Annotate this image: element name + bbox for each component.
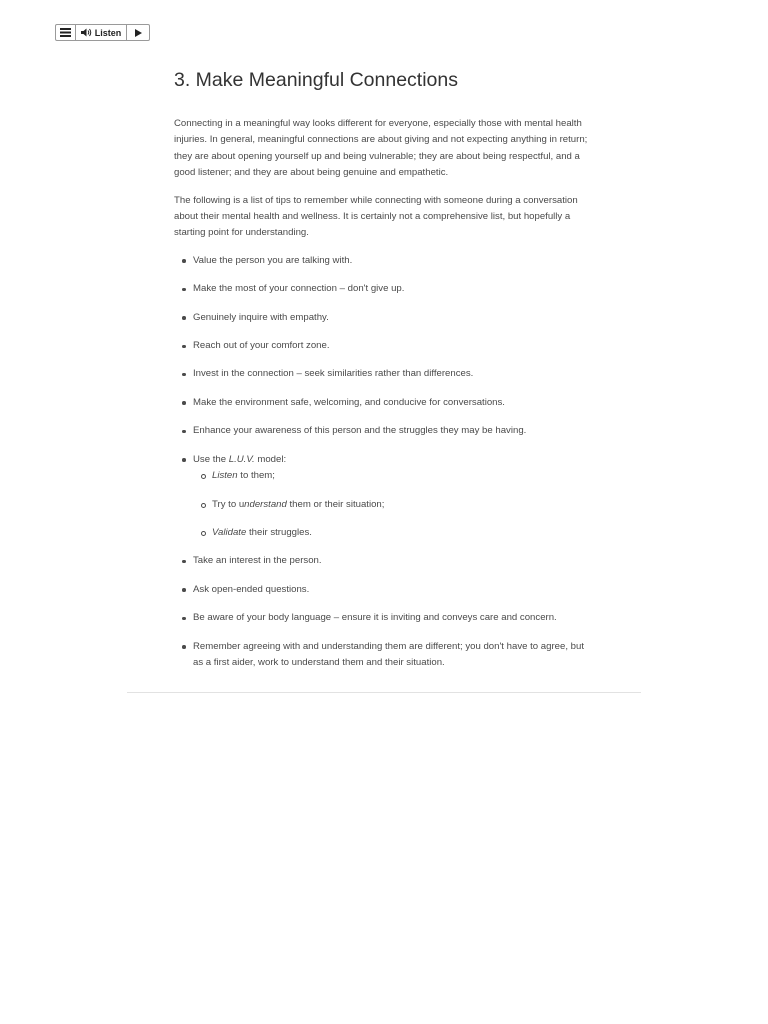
luv-sublist [193, 468, 594, 541]
list-item: Enhance your awareness of this person and the struggles they may be having. [174, 423, 594, 439]
list-item: Remember agreeing with and understanding them are different; you don't have to agree, but as a first aider, work to understand them and their situation. [174, 639, 594, 672]
menu-button[interactable] [56, 25, 76, 40]
play-button[interactable] [127, 25, 149, 40]
article-content [174, 62, 594, 683]
play-icon [135, 29, 142, 37]
list-item: Ask open-ended questions. [174, 582, 594, 598]
luv-listen-item [193, 468, 594, 484]
luv-item-emphasis: nderstand [244, 498, 287, 510]
luv-item-emphasis: Listen [212, 470, 238, 482]
luv-understand-item [193, 497, 594, 513]
tips-intro-paragraph: The following is a list of tips to remember while connecting with someone during a conversation about their mental health and wellness. It is certainly not a comprehensive list, but hopefully a starting point for understanding. [174, 194, 578, 239]
listen-button[interactable] [76, 25, 127, 40]
luv-list-item [174, 452, 594, 542]
tips-list [174, 253, 594, 672]
hamburger-icon [60, 28, 71, 37]
list-item: Be aware of your body language – ensure it is inviting and conveys care and concern. [174, 610, 594, 626]
luv-item-text: Try to u [212, 498, 245, 510]
speaker-icon [81, 28, 92, 37]
luv-model-name: L.U.V. [228, 453, 255, 465]
listen-toolbar [55, 24, 150, 41]
luv-suffix: model: [254, 453, 287, 465]
luv-item-text: to them; [237, 470, 275, 482]
list-item: Make the most of your connection – don't give up. [174, 281, 594, 297]
listen-label: Listen [94, 27, 122, 38]
luv-item-emphasis: Validate [212, 526, 247, 538]
luv-validate-item [193, 525, 594, 541]
list-item: Genuinely inquire with empathy. [174, 310, 594, 326]
luv-prefix: Use the [193, 453, 229, 465]
luv-item-text: their struggles. [246, 526, 312, 538]
list-item: Make the environment safe, welcoming, and conducive for conversations. [174, 395, 594, 411]
intro-paragraph: Connecting in a meaningful way looks different for everyone, especially those with mental health injuries. In general, meaningful connections are about giving and not expecting anything in return; they are about opening yourself up and being vulnerable; they are about being respectful, and a good listener; and they are about being genuine and empathetic. [174, 118, 588, 179]
list-item: Value the person you are talking with. [174, 253, 594, 269]
page-title: 3. Make Meaningful Connections [174, 69, 458, 91]
list-item: Reach out of your comfort zone. [174, 338, 594, 354]
luv-heading [193, 452, 594, 468]
luv-item-text: them or their situation; [286, 498, 385, 510]
list-item: Invest in the connection – seek similarities rather than differences. [174, 366, 594, 382]
list-item: Take an interest in the person. [174, 553, 594, 569]
section-divider [127, 692, 641, 693]
